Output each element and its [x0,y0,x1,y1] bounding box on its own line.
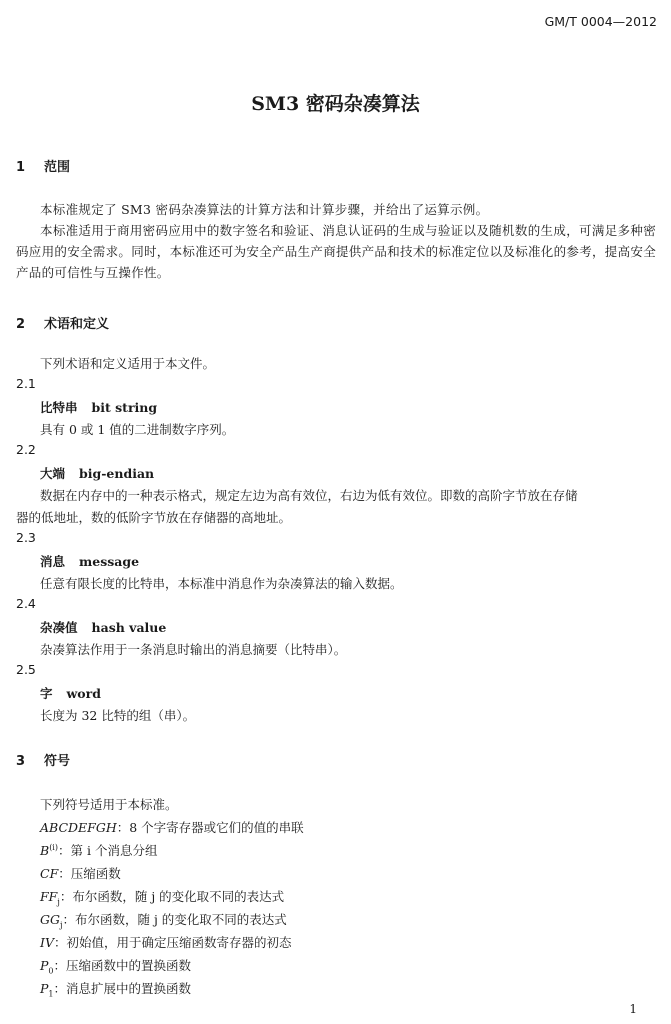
term-number: 2.5 [16,662,36,677]
symbol: P [40,981,49,996]
symbol-desc: ：布尔函数，随 j 的变化取不同的表达式 [59,889,285,904]
symbol-row [40,864,121,882]
standard-code: GM/T 0004—2012 [544,14,657,29]
term-heading [40,618,166,636]
section-title: 范围 [44,160,71,175]
symbol: B [40,843,50,858]
term-en: word [66,686,101,701]
term-definition: 长度为 32 比特的组（串）。 [40,708,196,723]
term-zh: 杂凑值 [40,620,78,635]
term-zh: 消息 [40,554,66,569]
symbol: IV [40,935,54,950]
scope-paragraph-1: 本标准规定了 SM3 密码杂凑算法的计算方法和计算步骤，并给出了运算示例。 [40,202,489,217]
term-definition: 具有 0 或 1 值的二进制数字序列。 [40,422,235,437]
term-zh: 大端 [40,466,66,481]
section-title: 术语和定义 [44,317,110,332]
term-definition-line-1: 数据在内存中的一种表示格式，规定左边为高有效位，右边为低有效位。即数的高阶字节放在存储 [40,488,578,503]
term-number: 2.4 [16,596,36,611]
term-en: hash value [91,620,167,635]
section-number: 3 [16,754,26,769]
term-heading [40,398,157,416]
term-definition-line-2: 器的低地址，数的低阶字节放在存储器的高地址。 [16,510,292,525]
term-number: 2.2 [16,442,36,457]
section-title: 符号 [44,754,71,769]
symbols-intro: 下列符号适用于本标准。 [40,797,178,812]
term-number: 2.1 [16,376,36,391]
term-en: bit string [91,400,158,415]
section-number: 2 [16,317,26,332]
symbol-row [40,956,191,976]
symbol-desc: ：消息扩展中的置换函数 [53,981,192,996]
section-number: 1 [16,160,26,175]
section-3-heading [16,750,70,769]
term-number: 2.3 [16,530,36,545]
symbol-desc: ：初始值，用于确定压缩函数寄存器的初态 [53,935,292,950]
term-definition: 任意有限长度的比特串，本标准中消息作为杂凑算法的输入数据。 [40,576,403,591]
symbol-desc: ：压缩函数中的置换函数 [53,958,192,973]
symbol-row [40,841,157,859]
symbol-row [40,910,287,930]
symbol: CF [40,866,59,881]
term-en: message [79,554,140,569]
term-zh: 比特串 [40,400,78,415]
section-1-heading [16,156,70,175]
term-heading [40,464,154,482]
symbol-row [40,818,304,836]
symbol: GG [40,912,60,927]
section-2-heading [16,313,109,332]
symbol-desc: ：第 i 个消息分组 [58,843,158,858]
term-zh: 字 [40,686,53,701]
symbol-subscript: 0 [48,966,54,976]
symbol-row [40,887,284,907]
symbol: P [40,958,49,973]
page-number: 1 [629,1002,637,1016]
symbol: ABCDEFGH [40,820,117,835]
symbol-superscript: (i) [49,842,58,852]
symbol-desc: ：压缩函数 [58,866,121,881]
scope-paragraph-2: 本标准适用于商用密码应用中的数字签名和验证、消息认证码的生成与验证以及随机数的生成，可满足多种密码应用的安全需求。同时，本标准还可为安全产品生产商提供产品和技术的标准定位以及标准化的参考，提高安全产品的可信性与互操作性。 [16,223,657,280]
symbol-subscript: j [57,897,60,907]
term-en: big-endian [79,466,155,481]
term-heading [40,552,139,570]
symbol-subscript: 1 [48,989,54,999]
symbol-subscript: j [59,920,63,930]
document-title: SM3 密码杂凑算法 [251,93,420,115]
term-heading [40,684,101,702]
symbol-row [40,933,291,951]
terms-intro: 下列术语和定义适用于本文件。 [40,356,216,371]
symbol-row [40,979,191,999]
term-definition: 杂凑算法作用于一条消息时输出的消息摘要（比特串）。 [40,642,347,657]
symbol-desc: ：8 个字寄存器或它们的值的串联 [116,820,304,835]
symbol: FF [40,889,58,904]
symbol-desc: ：布尔函数，随 j 的变化取不同的表达式 [62,912,287,927]
